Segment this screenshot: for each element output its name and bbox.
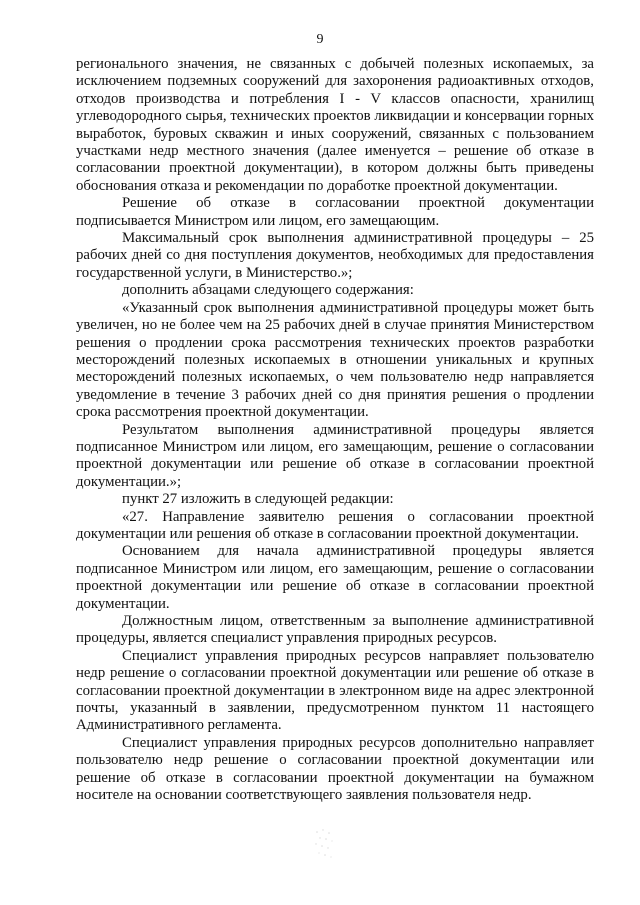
- paragraph-supplement-intro: дополнить абзацами следующего содержания:: [122, 282, 414, 299]
- paragraph-refusal-signature: Решение об отказе в согласовании проектной документации подписывается Министром или лицом, его замещающим.: [76, 195, 594, 229]
- paragraph-item-27-intro: пункт 27 изложить в следующей редакции:: [122, 491, 394, 508]
- paragraph-paper-sending: Специалист управления природных ресурсов дополнительно направляет пользователю недр решение о согласовании проектной документации или решение об отказе в согласовании проектной документации на бумажном носителе на основании соответствующего заявления пользователя недр.: [76, 734, 594, 804]
- paragraph-procedure-result: Результатом выполнения административной процедуры является подписанное Министром или лицом, его замещающим, решение о согласовании проектной документации или решение об отказе в согласовании проектной документации.»;: [76, 421, 594, 490]
- document-body: [76, 56, 594, 804]
- paragraph-item-27-title: «27. Направление заявителю решения о согласовании проектной документации или решения об отказе в согласовании проектной документации.: [76, 508, 594, 542]
- paragraph-max-term: Максимальный срок выполнения административной процедуры – 25 рабочих дней со дня поступления документов, необходимых для предоставления государственной услуги, в Министерство.»;: [76, 230, 594, 281]
- paragraph-continuation: регионального значения, не связанных с добычей полезных ископаемых, за исключением подземных сооружений для захоронения радиоактивных отходов, отходов производства и потребления I - V классов опасности, хранилищ углеводородного сырья, технических проектов ликвидации и консервации горных выработок, буровых скважин и иных сооружений, связанных с пользованием участками недр местного значения (далее именуется – решение об отказе в согласовании проектной документации), в котором должны быть приведены обоснования отказа и рекомендации по доработке проектной документации.: [76, 56, 594, 194]
- paragraph-responsible-official: Должностным лицом, ответственным за выполнение административной процедуры, является специалист управления природных ресурсов.: [76, 613, 594, 647]
- page-number: 9: [316, 32, 324, 47]
- paragraph-term-extension: «Указанный срок выполнения административной процедуры может быть увеличен, но не более чем на 25 рабочих дней в случае принятия Министерством решения о продлении срока рассмотрения технических проектов разработки месторождений полезных ископаемых в отношении уникальных и крупных месторождений полезных ископаемых, о чем пользователю недр направляется уведомление в течение 3 рабочих дней со дня принятия решения о продлении срока рассмотрения проектной документации.: [76, 299, 594, 421]
- paragraph-electronic-sending: Специалист управления природных ресурсов направляет пользователю недр решение о согласовании проектной документации или решение об отказе в согласовании проектной документации в электронном виде на адрес электронной почты, указанный в заявлении, предусмотренном пунктом 11 настоящего Административного регламента.: [76, 647, 594, 734]
- faint-stamp-mark: [312, 826, 336, 862]
- paragraph-procedure-basis: Основанием для начала административной процедуры является подписанное Министром или лицом, его замещающим, решение о согласовании проектной документации или решение об отказе в согласовании проектной документации.: [76, 543, 594, 612]
